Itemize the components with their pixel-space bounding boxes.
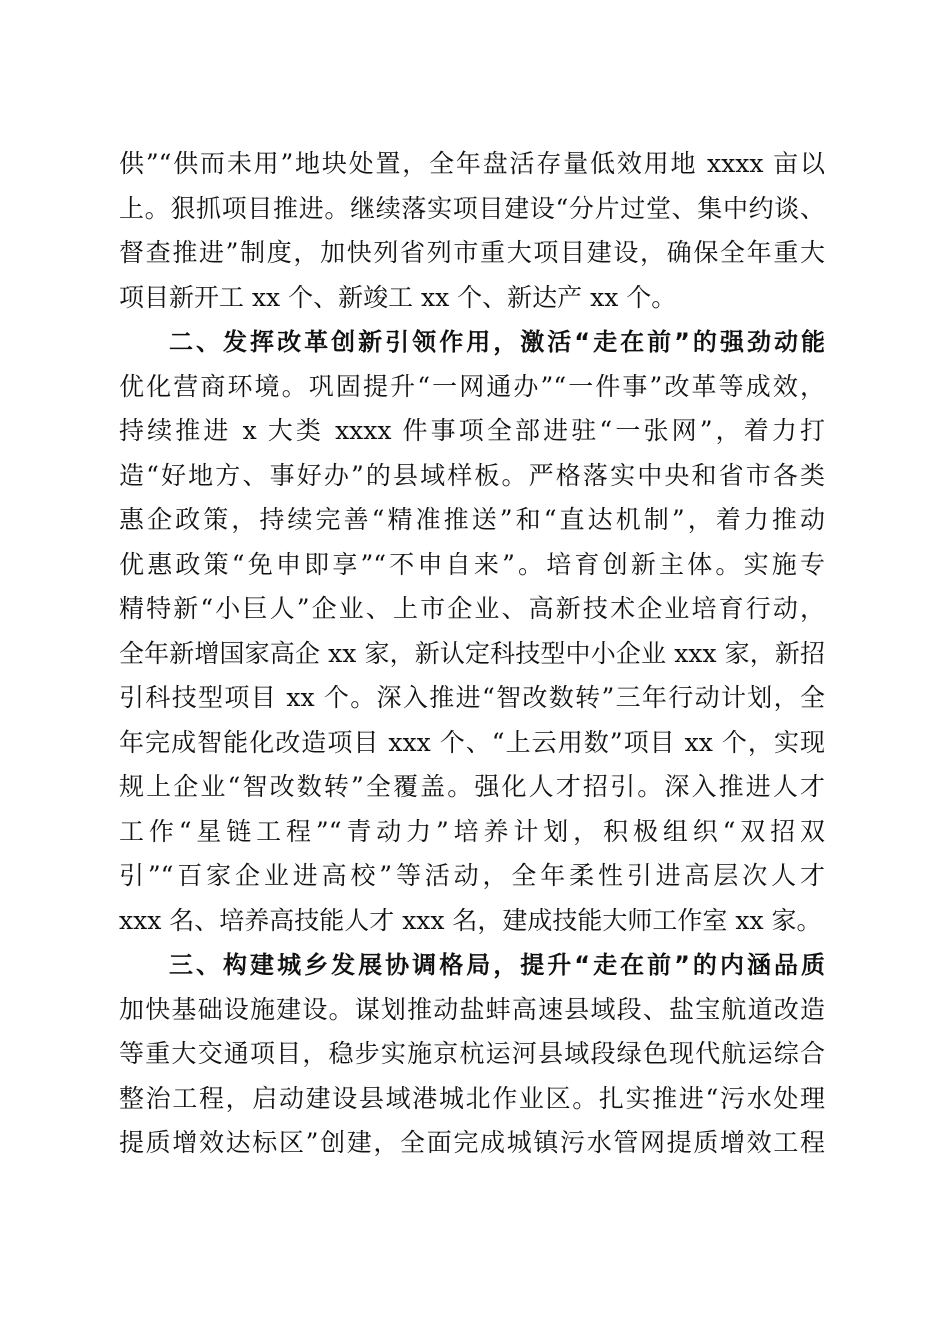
text-line: xxx 名、培养高技能人才 xxx 名，建成技能大师工作室 xx 家。 — [119, 905, 822, 935]
text-line: 引科技型项目 xx 个。深入推进“智改数转”三年行动计划，全 — [119, 683, 825, 712]
paragraph-land-and-projects — [119, 142, 825, 320]
text-line: 整治工程，启动建设县域港城北作业区。扎实推进“污水处理 — [119, 1083, 825, 1113]
text-line: 优惠政策“免申即享”“不申自来”。培育创新主体。实施专 — [119, 549, 825, 579]
text-line: 精特新“小巨人”企业、上市企业、高新技术企业培育行动， — [119, 594, 825, 623]
text-line: 等重大交通项目，稳步实施京杭运河县域段绿色现代航运综合 — [119, 1039, 825, 1068]
paragraph-business-environment — [119, 365, 825, 944]
text-line: 提质增效达标区”创建，全面完成城镇污水管网提质增效工程 — [119, 1128, 825, 1157]
text-line: 项目新开工 xx 个、新竣工 xx 个、新达产 xx 个。 — [119, 282, 677, 312]
text-line: 持续推进 x 大类 xxxx 件事项全部进驻“一张网”，着力打 — [119, 416, 825, 445]
text-line: 加快基础设施建设。谋划推动盐蚌高速县域段、盐宝航道改造 — [119, 994, 825, 1024]
section-heading-reform-innovation: 二、发挥改革创新引领作用，激活“走在前”的强劲动能 — [169, 328, 825, 356]
section-heading-urban-rural: 三、构建城乡发展协调格局，提升“走在前”的内涵品质 — [169, 951, 825, 979]
text-line: 年完成智能化改造项目 xxx 个、“上云用数”项目 xx 个，实现 — [119, 727, 825, 757]
text-line: 督查推进”制度，加快列省列市重大项目建设，确保全年重大 — [119, 238, 825, 267]
text-line: 优化营商环境。巩固提升“一网通办”“一件事”改革等成效， — [119, 371, 825, 401]
text-line: 引”“百家企业进高校”等活动，全年柔性引进高层次人才 — [119, 861, 825, 890]
text-line: 惠企政策，持续完善“精准推送”和“直达机制”，着力推动 — [119, 505, 825, 534]
document-body — [119, 142, 825, 1166]
text-line: 供”“供而未用”地块处置，全年盘活存量低效用地 xxxx 亩以 — [119, 149, 825, 178]
paragraph-infrastructure — [119, 988, 825, 1166]
text-line: 规上企业“智改数转”全覆盖。强化人才招引。深入推进人才 — [119, 772, 825, 801]
text-line: 工作“星链工程”“青动力”培养计划，积极组织“双招双 — [119, 816, 825, 846]
text-line: 上。狠抓项目推进。继续落实项目建设“分片过堂、集中约谈、 — [119, 193, 825, 223]
text-line: 造“好地方、事好办”的县域样板。严格落实中央和省市各类 — [119, 460, 825, 490]
text-line: 全年新增国家高企 xx 家，新认定科技型中小企业 xxx 家，新招 — [119, 638, 825, 668]
